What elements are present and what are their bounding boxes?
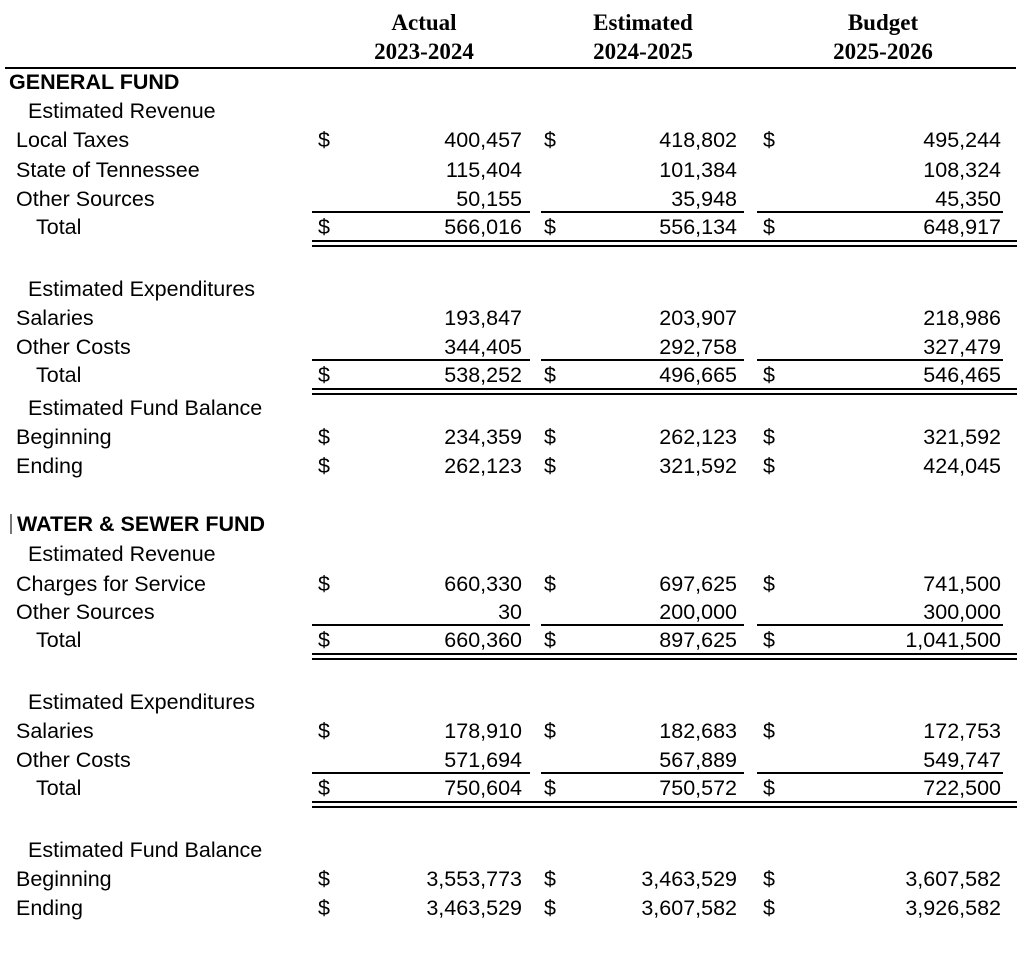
dollar-sign: $ bbox=[763, 867, 775, 891]
ws-revenue-total-budget: 1,041,500 bbox=[905, 628, 1001, 652]
gf-expenditures-heading: Estimated Expenditures bbox=[28, 277, 256, 301]
gf-cell-estimated: 321,592 bbox=[659, 454, 737, 478]
ws-cell-actual: 571,694 bbox=[444, 748, 522, 772]
dollar-sign: $ bbox=[318, 363, 330, 387]
total-rule bbox=[757, 359, 1003, 361]
ws-expenditures-total-estimated: 750,572 bbox=[659, 776, 737, 800]
dollar-sign: $ bbox=[763, 628, 775, 652]
gf-cell-estimated: 101,384 bbox=[659, 158, 737, 182]
dollar-sign: $ bbox=[544, 425, 556, 449]
gf-cell-actual: 193,847 bbox=[444, 306, 522, 330]
ws-row-label: Other Costs bbox=[16, 748, 131, 772]
column-header-budget-title: Budget bbox=[847, 10, 919, 35]
water-sewer-fund-title: WATER & SEWER FUND bbox=[17, 512, 266, 536]
ws-cell-actual: 660,330 bbox=[444, 572, 522, 596]
dollar-sign: $ bbox=[544, 572, 556, 596]
ws-revenue-total-label: Total bbox=[36, 628, 82, 652]
ws-expenditures-total-budget: 722,500 bbox=[923, 776, 1001, 800]
gf-revenue-total-estimated: 556,134 bbox=[659, 215, 737, 239]
dollar-sign: $ bbox=[318, 454, 330, 478]
gf-cell-actual: 262,123 bbox=[444, 454, 522, 478]
total-rule bbox=[757, 772, 1003, 774]
double-rule bbox=[312, 658, 1017, 660]
ws-row-label: Ending bbox=[16, 896, 83, 920]
double-rule bbox=[312, 240, 1017, 242]
ws-cell-budget: 741,500 bbox=[923, 572, 1001, 596]
gf-cell-budget: 327,479 bbox=[923, 335, 1001, 359]
dollar-sign: $ bbox=[544, 128, 556, 152]
dollar-sign: $ bbox=[763, 363, 775, 387]
dollar-sign: $ bbox=[544, 215, 556, 239]
ws-revenue-total-estimated: 897,625 bbox=[659, 628, 737, 652]
dollar-sign: $ bbox=[318, 719, 330, 743]
gf-cell-estimated: 418,802 bbox=[659, 128, 737, 152]
gf-cell-budget: 424,045 bbox=[923, 454, 1001, 478]
gf-expenditures-total-actual: 538,252 bbox=[444, 363, 522, 387]
total-rule bbox=[312, 211, 530, 213]
dollar-sign: $ bbox=[763, 128, 775, 152]
dollar-sign: $ bbox=[763, 896, 775, 920]
column-header-estimated-year: 2024-2025 bbox=[593, 39, 693, 64]
total-rule bbox=[541, 211, 744, 213]
gf-expenditures-total-budget: 546,465 bbox=[923, 363, 1001, 387]
ws-cell-actual: 178,910 bbox=[444, 719, 522, 743]
gf-revenue-heading: Estimated Revenue bbox=[28, 99, 216, 123]
total-rule bbox=[541, 359, 744, 361]
ws-cell-estimated: 182,683 bbox=[659, 719, 737, 743]
ws-cell-estimated: 697,625 bbox=[659, 572, 737, 596]
gf-cell-budget: 108,324 bbox=[923, 158, 1001, 182]
gf-row-label: Other Sources bbox=[16, 187, 155, 211]
gf-revenue-total-budget: 648,917 bbox=[923, 215, 1001, 239]
dollar-sign: $ bbox=[544, 628, 556, 652]
dollar-sign: $ bbox=[318, 425, 330, 449]
gf-row-label: Other Costs bbox=[16, 335, 131, 359]
dollar-sign: $ bbox=[763, 572, 775, 596]
dollar-sign: $ bbox=[763, 454, 775, 478]
column-header-estimated-title: Estimated bbox=[593, 10, 693, 35]
dollar-sign: $ bbox=[763, 425, 775, 449]
ws-cell-budget: 300,000 bbox=[923, 600, 1001, 624]
double-rule bbox=[312, 801, 1017, 803]
total-rule bbox=[312, 772, 530, 774]
dollar-sign: $ bbox=[318, 572, 330, 596]
ws-revenue-total-actual: 660,360 bbox=[444, 628, 522, 652]
dollar-sign: $ bbox=[763, 719, 775, 743]
ws-cell-budget: 549,747 bbox=[923, 748, 1001, 772]
ws-cell-estimated: 200,000 bbox=[659, 600, 737, 624]
gf-cell-estimated: 35,948 bbox=[671, 187, 737, 211]
total-rule bbox=[541, 772, 744, 774]
gf-fund-balance-heading: Estimated Fund Balance bbox=[28, 396, 263, 420]
gf-cell-budget: 321,592 bbox=[923, 425, 1001, 449]
ws-cell-actual: 3,553,773 bbox=[426, 867, 522, 891]
total-rule bbox=[757, 211, 1003, 213]
gf-row-label: Salaries bbox=[16, 306, 94, 330]
column-header-actual bbox=[314, 8, 534, 66]
gf-cell-estimated: 203,907 bbox=[659, 306, 737, 330]
dollar-sign: $ bbox=[318, 867, 330, 891]
dollar-sign: $ bbox=[318, 628, 330, 652]
total-rule bbox=[312, 359, 530, 361]
general-fund-title: GENERAL FUND bbox=[9, 70, 180, 94]
dollar-sign: $ bbox=[544, 719, 556, 743]
dollar-sign: $ bbox=[544, 363, 556, 387]
ws-cell-budget: 3,926,582 bbox=[905, 896, 1001, 920]
total-rule bbox=[541, 624, 744, 626]
gf-cell-estimated: 292,758 bbox=[659, 335, 737, 359]
gf-row-label: Beginning bbox=[16, 425, 112, 449]
gf-row-label: Local Taxes bbox=[16, 128, 130, 152]
dollar-sign: $ bbox=[544, 896, 556, 920]
dollar-sign: $ bbox=[544, 454, 556, 478]
ws-cell-estimated: 567,889 bbox=[659, 748, 737, 772]
gf-cell-budget: 495,244 bbox=[923, 128, 1001, 152]
gf-expenditures-total-estimated: 496,665 bbox=[659, 363, 737, 387]
column-header-budget-year: 2025-2026 bbox=[833, 39, 933, 64]
ws-cell-budget: 3,607,582 bbox=[905, 867, 1001, 891]
gf-cell-budget: 45,350 bbox=[935, 187, 1001, 211]
gf-cell-estimated: 262,123 bbox=[659, 425, 737, 449]
gf-cell-budget: 218,986 bbox=[923, 306, 1001, 330]
gf-cell-actual: 115,404 bbox=[445, 158, 522, 182]
ws-cell-actual: 30 bbox=[498, 600, 522, 624]
gf-row-label: State of Tennessee bbox=[16, 158, 200, 182]
double-rule bbox=[312, 388, 1017, 390]
dollar-sign: $ bbox=[318, 128, 330, 152]
ws-cell-budget: 172,753 bbox=[923, 719, 1001, 743]
dollar-sign: $ bbox=[318, 776, 330, 800]
gf-cell-actual: 50,155 bbox=[456, 187, 522, 211]
double-rule bbox=[312, 393, 1017, 395]
gf-cell-actual: 400,457 bbox=[444, 128, 522, 152]
ws-row-label: Salaries bbox=[16, 719, 94, 743]
ws-row-label: Charges for Service bbox=[16, 572, 206, 596]
column-header-actual-year: 2023-2024 bbox=[374, 39, 474, 64]
gf-cell-actual: 344,405 bbox=[444, 335, 522, 359]
dollar-sign: $ bbox=[318, 215, 330, 239]
ws-revenue-heading: Estimated Revenue bbox=[28, 542, 216, 566]
column-header-actual-title: Actual bbox=[391, 10, 457, 35]
ws-expenditures-heading: Estimated Expenditures bbox=[28, 690, 256, 714]
dollar-sign: $ bbox=[763, 215, 775, 239]
ws-cell-actual: 3,463,529 bbox=[426, 896, 522, 920]
column-header-budget bbox=[773, 8, 993, 66]
dollar-sign: $ bbox=[544, 776, 556, 800]
ws-expenditures-total-label: Total bbox=[36, 776, 82, 800]
gf-cell-actual: 234,359 bbox=[444, 425, 522, 449]
gf-row-label: Ending bbox=[16, 454, 83, 478]
double-rule bbox=[312, 653, 1017, 655]
dollar-sign: $ bbox=[544, 867, 556, 891]
total-rule bbox=[757, 624, 1003, 626]
total-rule bbox=[312, 624, 530, 626]
ws-expenditures-total-actual: 750,604 bbox=[444, 776, 522, 800]
cell-cursor-bar bbox=[10, 514, 12, 534]
ws-row-label: Other Sources bbox=[16, 600, 155, 624]
ws-fund-balance-heading: Estimated Fund Balance bbox=[28, 838, 263, 862]
double-rule bbox=[312, 245, 1017, 247]
ws-cell-estimated: 3,607,582 bbox=[641, 896, 737, 920]
gf-revenue-total-actual: 566,016 bbox=[444, 215, 522, 239]
gf-revenue-total-label: Total bbox=[36, 215, 82, 239]
column-header-estimated bbox=[533, 8, 753, 66]
ws-cell-estimated: 3,463,529 bbox=[641, 867, 737, 891]
dollar-sign: $ bbox=[763, 776, 775, 800]
gf-expenditures-total-label: Total bbox=[36, 363, 82, 387]
double-rule bbox=[312, 806, 1017, 808]
dollar-sign: $ bbox=[318, 896, 330, 920]
ws-row-label: Beginning bbox=[16, 867, 112, 891]
